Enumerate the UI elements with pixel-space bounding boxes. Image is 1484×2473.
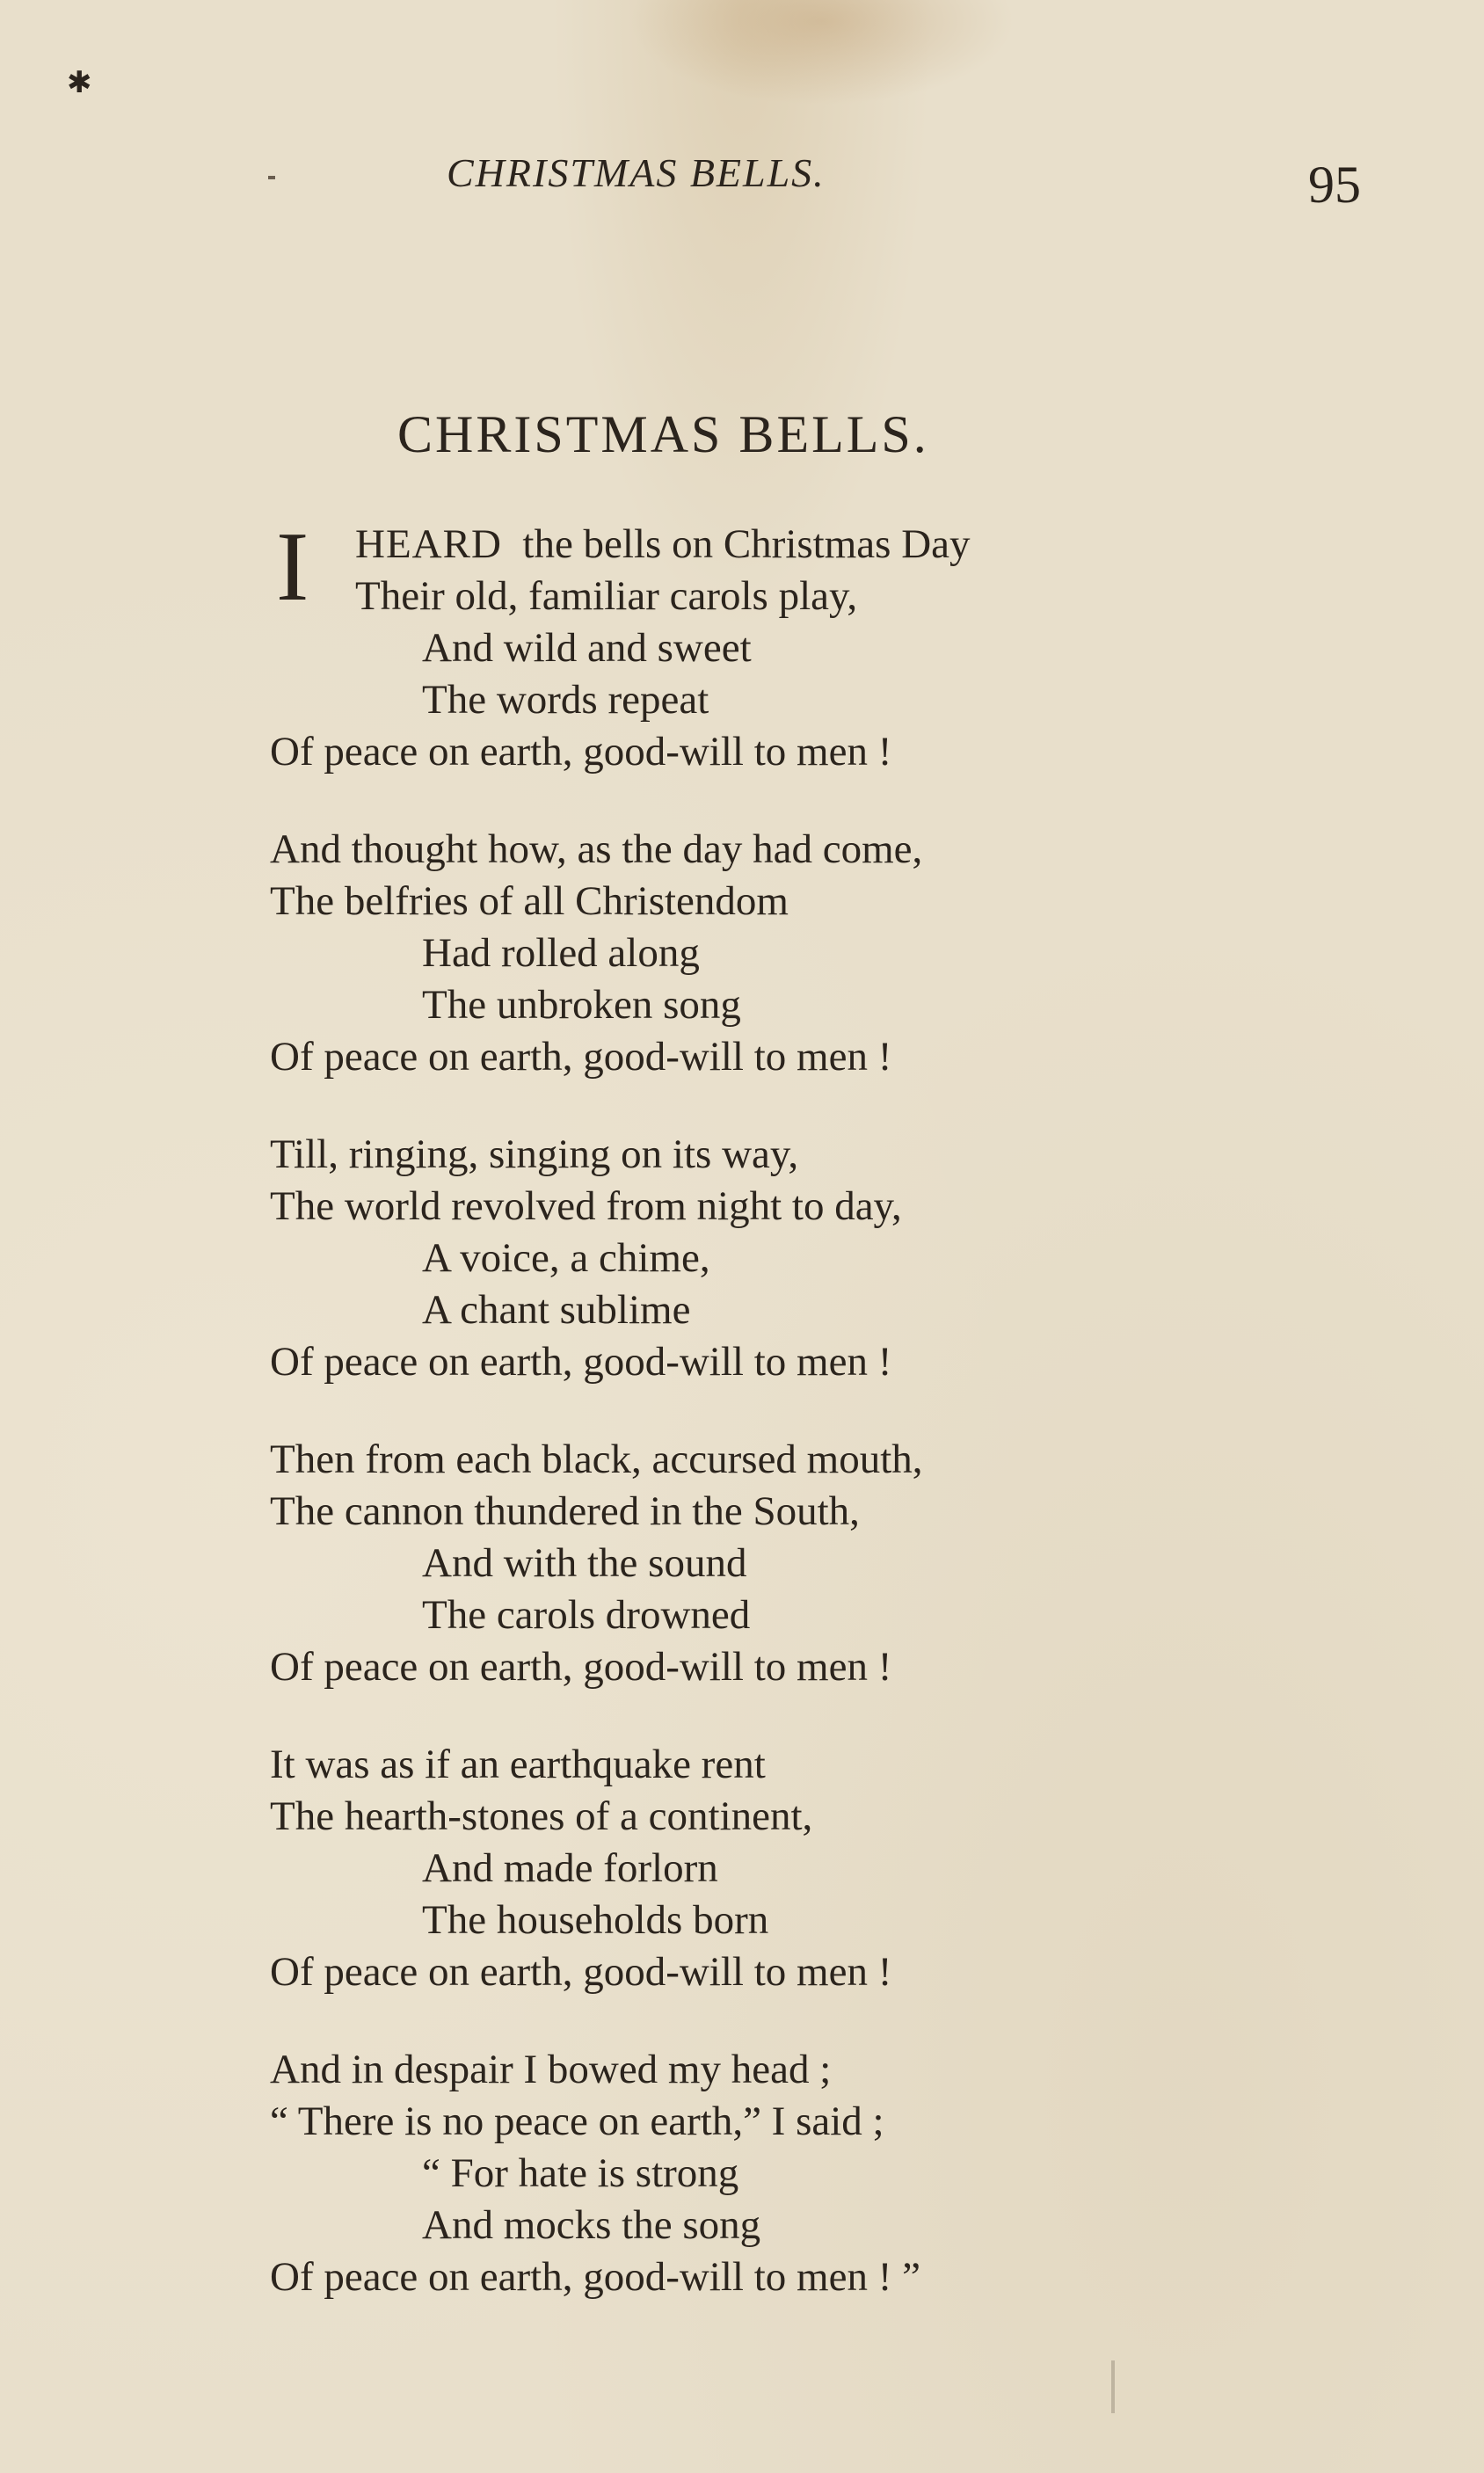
poem-refrain: Of peace on earth, good-will to men ! <box>270 1034 892 1080</box>
running-title: CHRISTMAS BELLS. <box>447 150 826 195</box>
poem-line: And made forlorn <box>422 1845 718 1891</box>
poem-line: The households born <box>422 1897 769 1943</box>
poem-line: And thought how, as the day had come, <box>270 826 923 872</box>
page-number: 95 <box>1308 156 1361 214</box>
page-stain <box>629 0 1015 105</box>
stanza-4 <box>270 1434 1307 1693</box>
line-text: the bells on Christmas Day <box>522 521 971 567</box>
poem-line: The cannon thundered in the South, <box>270 1488 860 1534</box>
poem-line: Had rolled along <box>422 930 700 976</box>
poem-refrain: Of peace on earth, good-will to men ! ” <box>270 2254 920 2300</box>
poem-line: And mocks the song <box>422 2202 761 2248</box>
poem-line: Then from each black, accursed mouth, <box>270 1437 923 1482</box>
poem-line: The carols drowned <box>422 1592 751 1638</box>
stanza-6 <box>270 2044 1307 2303</box>
drop-cap: I <box>276 513 309 622</box>
poem-refrain: Of peace on earth, good-will to men ! <box>270 1949 892 1995</box>
poem-line: Their old, familiar carols play, <box>355 573 858 619</box>
poem-line: And wild and sweet <box>422 625 752 671</box>
poem-line: It was as if an earthquake rent <box>270 1742 766 1787</box>
poem-refrain: Of peace on earth, good-will to men ! <box>270 1339 892 1385</box>
stanza-5 <box>270 1739 1307 1998</box>
stanza-2 <box>270 824 1307 1083</box>
poem-line: And with the sound <box>422 1540 747 1586</box>
poem-line: “ For hate is strong <box>422 2150 739 2196</box>
poem-refrain: Of peace on earth, good-will to men ! <box>270 1644 892 1690</box>
stanza-1 <box>270 513 1307 778</box>
poem-line: And in despair I bowed my head ; <box>270 2047 832 2092</box>
margin-mark <box>1111 2360 1115 2413</box>
poem-body <box>270 513 1307 2349</box>
poem-line: “ There is no peace on earth,” I said ; <box>270 2098 884 2144</box>
corner-ornament: ✱ <box>67 67 92 99</box>
poem-line: A chant sublime <box>422 1287 691 1333</box>
poem-line: A voice, a chime, <box>422 1235 710 1281</box>
poem-line: The unbroken song <box>422 982 741 1028</box>
poem-line: The words repeat <box>422 677 709 723</box>
stanza-3 <box>270 1129 1307 1388</box>
poem-line: Till, ringing, singing on its way, <box>270 1131 799 1177</box>
first-word: HEARD <box>355 521 502 567</box>
running-head-dot <box>268 176 275 179</box>
poem-title: CHRISTMAS BELLS. <box>397 405 929 463</box>
poem-line: The belfries of all Christendom <box>270 878 789 924</box>
poem-line: The world revolved from night to day, <box>270 1183 902 1229</box>
poem-line: The hearth-stones of a continent, <box>270 1793 813 1839</box>
poem-refrain: Of peace on earth, good-will to men ! <box>270 729 892 775</box>
